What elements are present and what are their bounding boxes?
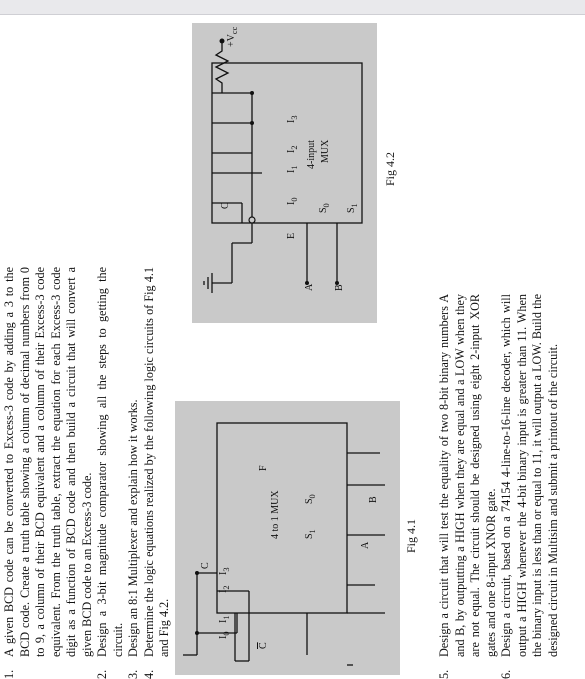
fig2-mux-label-2: MUX [320, 139, 331, 163]
fig1-input-b: B [368, 496, 379, 503]
fig-4-2-caption: Fig 4.2 [383, 151, 397, 186]
list-item: 2. Design a 3-bit magnitude comparator showing all the steps to getting the circuit. [95, 267, 125, 679]
list-item: 5. Design a circuit that will test the equality of two 8-bit binary numbers A and B, by outputting a HIGH when they are equal and a LOW when they are not equal. The circuit should be designed using eight 2-input XOR gates and one 8-input XNOR gate. [437, 294, 498, 679]
fig1-pin-i2: $I_2$ [218, 585, 231, 593]
fig2-select-s0: $S_0$ [318, 203, 331, 213]
fig1-input-a: A [360, 541, 371, 549]
fig2-mux-label-1: 4-input [306, 140, 317, 169]
fig1-output-f: F [258, 465, 269, 471]
fig2-pin-i2: $I_2$ [286, 145, 299, 153]
fig2-input-c: C [220, 202, 231, 209]
list-item: 1. A given BCD code can be converted to Excess-3 code by adding a 3 to the BCD code. Create a truth table showing a column of decimal numbers from 0 to 9, a column of their BCD equivalent and a column of their Excess-3 code equivalent. From the truth table, extract the equation for each Excess-3 code digit as a function of BCD code and then build a circuit that will convert a given BCD code to an Excess-3 code. [2, 267, 94, 679]
fig2-enable-e: E [286, 232, 297, 239]
fig2-input-a: A [304, 283, 315, 291]
fig1-select-s1: $S_1$ [304, 529, 317, 539]
fig1-pin-i1: $I_1$ [218, 615, 231, 623]
fig2-pin-i0: $I_0$ [286, 197, 299, 205]
list-item: 6. Design a circuit, based on a 74154 4-line-to-16-line decoder, which will output a HIGH whenever the 4-bit binary input is greater than 11. When the binary input is less than or equal to 11, it will output a LOW. Build the designed circuit in Multisim and submit a printout of the circuit. [499, 294, 560, 679]
fig1-input-cbar: $\overline{C}$ [258, 642, 269, 649]
fig2-input-b: B [334, 284, 345, 291]
fig2-select-s1: $S_1$ [346, 203, 359, 213]
fig1-pin-i3: $I_3$ [218, 567, 231, 575]
fig2-pin-i3: $I_3$ [286, 115, 299, 123]
fig1-input-c: C [200, 562, 211, 569]
list-item: 3. Design an 8:1 Multiplexer and explain how it works. [126, 399, 140, 679]
fig2-pin-i1: $I_1$ [286, 165, 299, 173]
fig1-pin-i0: $I_0$ [218, 631, 231, 639]
fig1-select-s0: $S_0$ [304, 494, 317, 504]
fig2-vcc-label: $+V_{cc}$ [226, 26, 239, 47]
fig1-mux-label: 4 to 1 MUX [270, 490, 281, 539]
fig-4-1-caption: Fig 4.1 [404, 518, 418, 553]
list-item: 4. Determine the logic equations realized by the following logic circuits of Fig 4.1 and Fig 4.2. [141, 267, 171, 679]
